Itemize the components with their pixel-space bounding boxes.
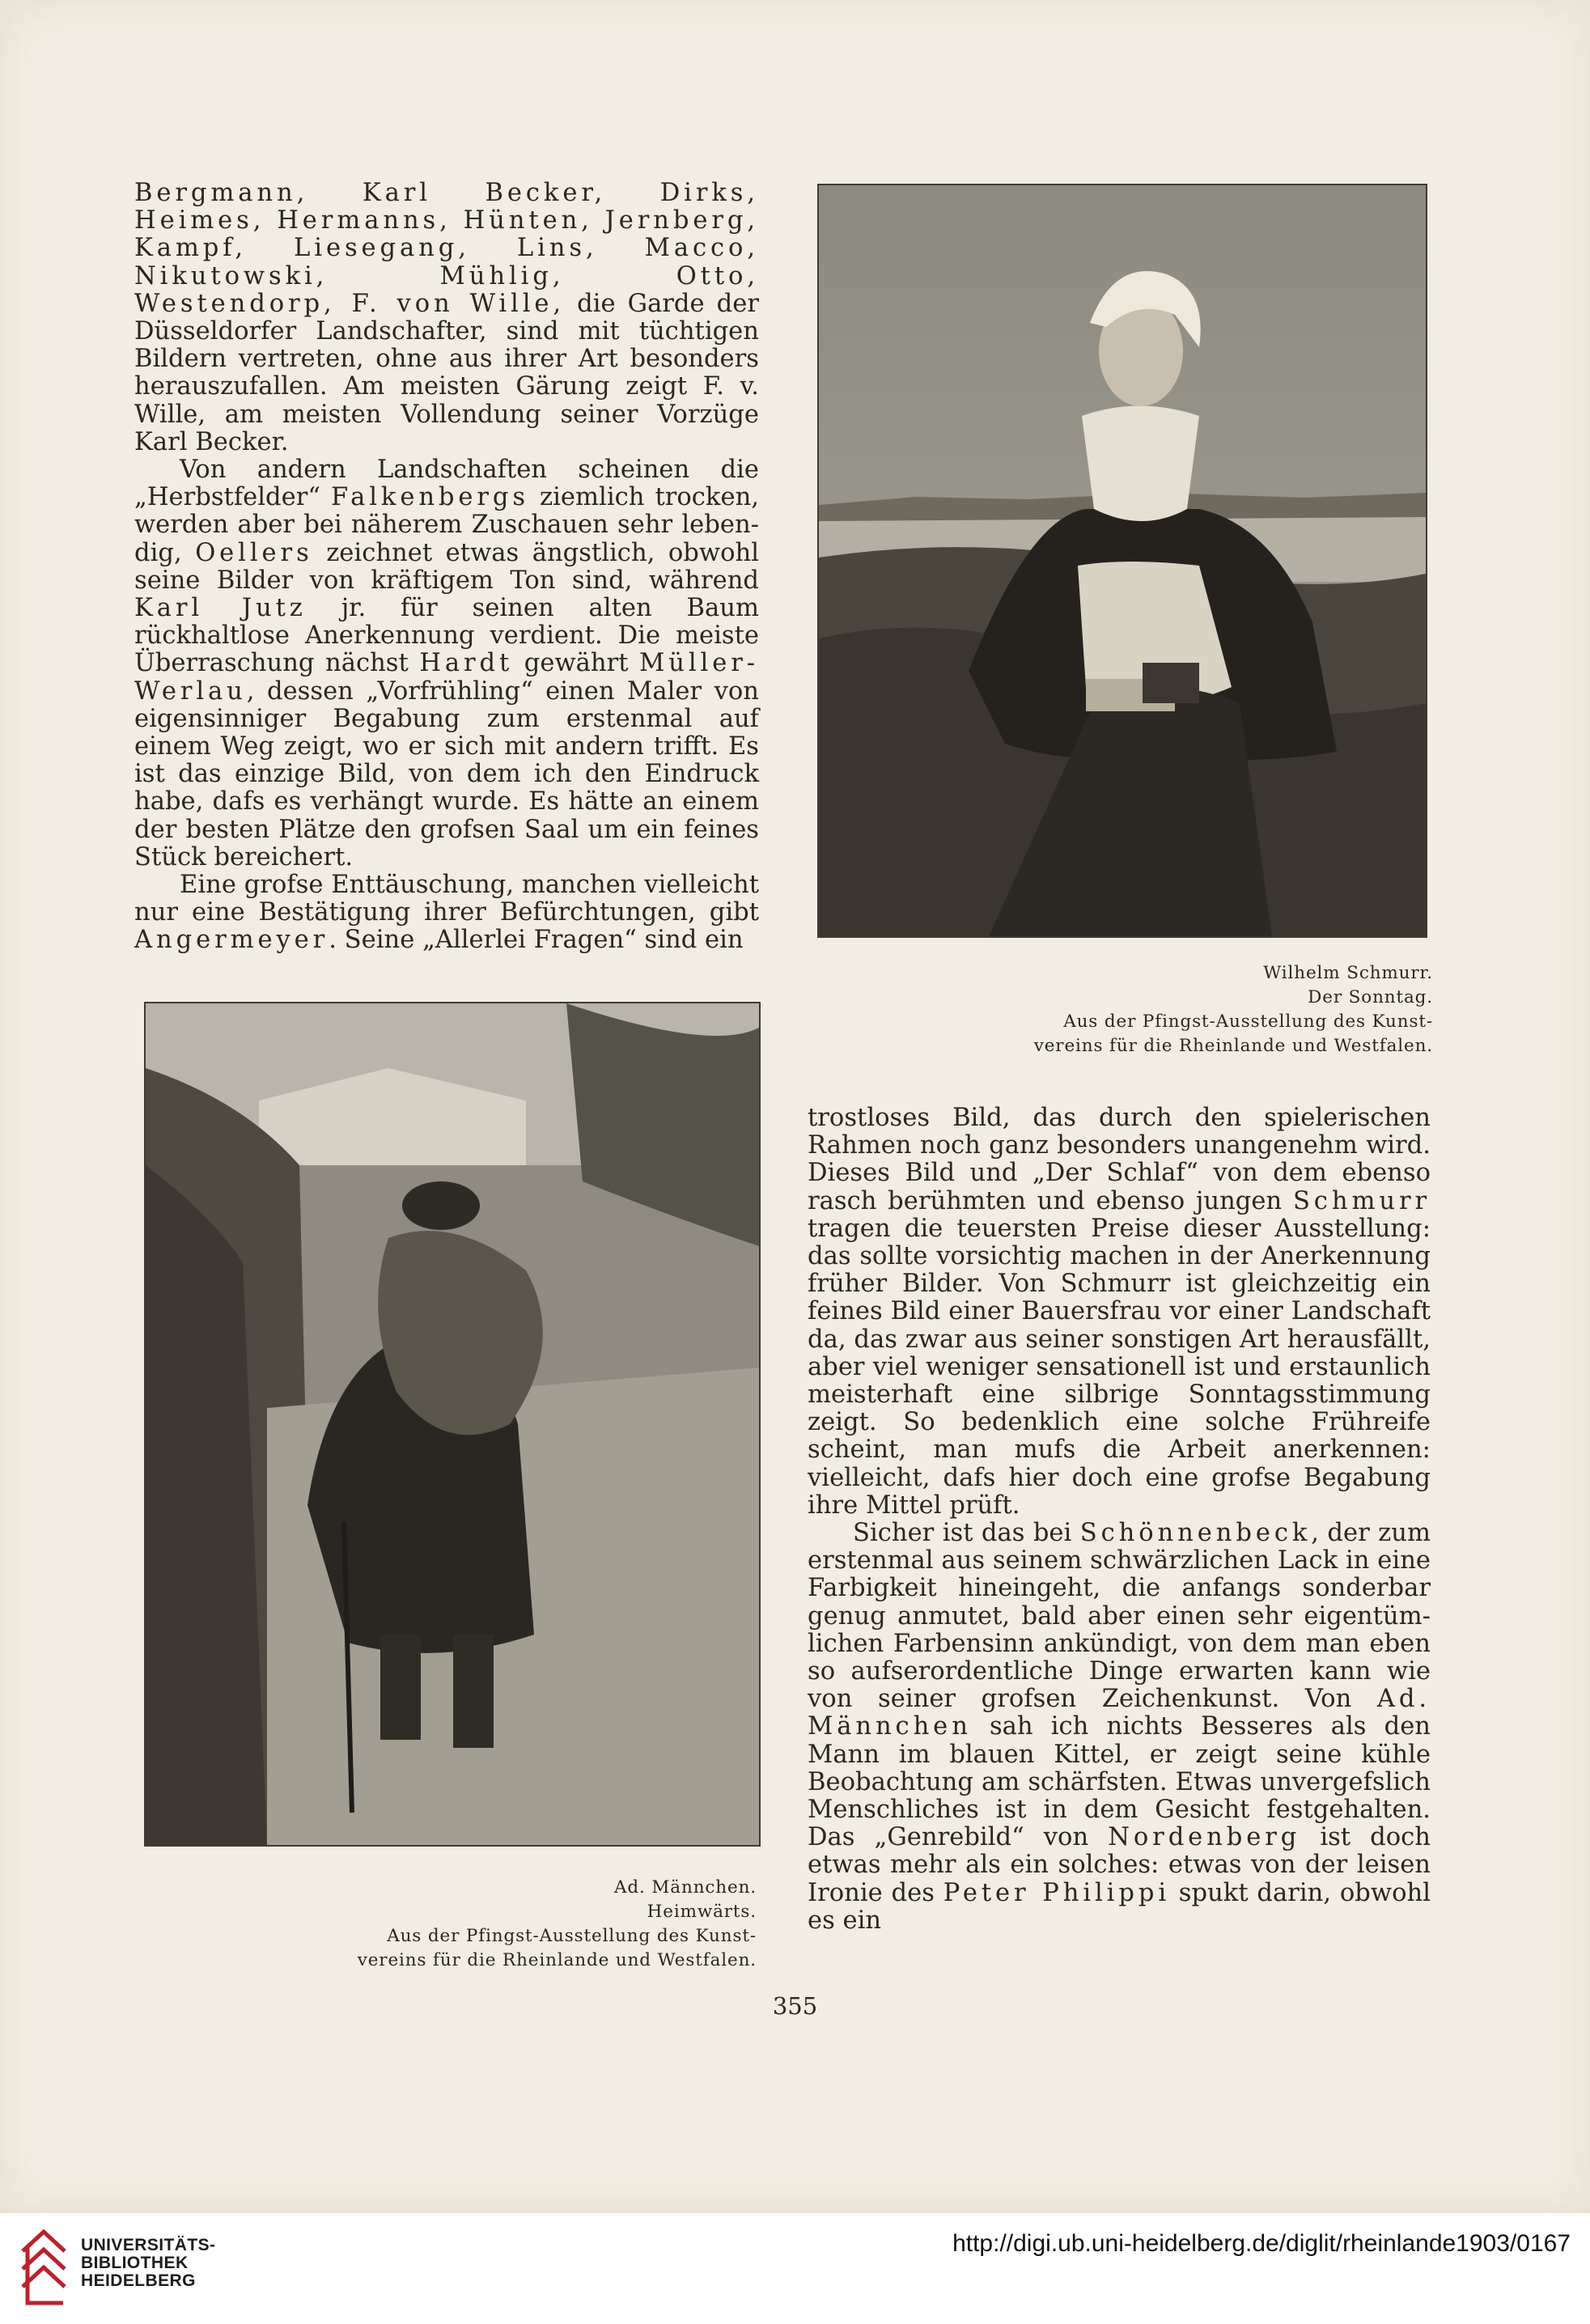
- spaced-name: Müller-Werlau: [134, 649, 759, 706]
- paragraph: [808, 1520, 1431, 1935]
- text-run: spukt darin, obwohl es ein: [808, 1878, 1431, 1935]
- text-run: gewährt: [513, 649, 640, 678]
- caption-source-line-1: Aus der Pfingst-Ausstellung des Kunst-: [1063, 1011, 1433, 1032]
- spaced-name: Falkenbergs: [331, 483, 530, 512]
- left-text-column: [134, 180, 759, 955]
- text-run: ist doch etwas mehr als ein solches: etwas von der leisen Ironie des: [808, 1823, 1431, 1907]
- spaced-name: Angermeyer: [134, 926, 329, 955]
- page-number: 355: [772, 1992, 818, 2020]
- spaced-name: Nordenberg: [1108, 1823, 1301, 1852]
- caption-source-line-2: vereins für die Rheinlande und Westfalen.: [1033, 1036, 1433, 1056]
- university-library-name[interactable]: [81, 2237, 215, 2290]
- spaced-name: Oellers: [195, 538, 313, 567]
- text-run: Sicher ist das bei: [853, 1519, 1080, 1548]
- text-run: tragen die teuersten Preise dieser Ausstellung: das sollte vorsichtig machen in der Anerkennung früher Bilder. Von Schmurr ist gleichzeitig ein feines Bild einer Bauersfrau vor einer Landschaft da, das zwar aus seiner sonstigen Art herausfällt, aber viel weniger sensationell ist und erstaunlich meisterhaft eine silbrige Sonntagsstimmung zeigt. So bedenklich eine solche Frühreife scheint, man mufs die Arbeit anerkennen: vielleicht, dafs hier doch eine grofse Begabung ihre Mittel prüft.: [808, 1214, 1431, 1520]
- caption-title: Der Sonntag.: [1308, 987, 1433, 1007]
- right-text-column: [808, 1105, 1431, 1935]
- figure-caption-right: [980, 961, 1433, 1058]
- figure-caption-left: [303, 1876, 757, 1973]
- spaced-name: Hardt: [419, 649, 514, 678]
- text-run: jr. für seinen alten Baum rückhaltlose Anerkennung verdient. Die meiste Überraschung nächst: [134, 594, 759, 678]
- paragraph: [808, 1105, 1431, 1520]
- paragraph: [134, 180, 759, 456]
- text-run: Von andern Landschaften scheinen die „Herbstfelder“: [134, 456, 759, 512]
- library-name-line-3: HEIDELBERG: [81, 2271, 196, 2290]
- painting-heimwaerts: [144, 1002, 761, 1847]
- spaced-name: Peter Philippi: [943, 1878, 1170, 1907]
- painting-der-sonntag-image: [819, 185, 1426, 936]
- caption-source-line-2: vereins für die Rheinlande und Westfalen.: [357, 1950, 757, 1970]
- caption-source-line-1: Aus der Pfingst-Ausstellung des Kunst-: [387, 1926, 757, 1946]
- paragraph: [134, 872, 759, 955]
- spaced-name: Schmurr: [1292, 1186, 1431, 1215]
- caption-title: Heimwärts.: [647, 1902, 757, 1922]
- text-run: , der zum erstenmal aus seinem schwärzlichen Lack in eine Farbigkeit hineingeht, die anfangs sonderbar genug anmutet, bald aber einen sehr eigentümlichen Farbensinn ankündigt, von dem man eben so aufserordentliche Dinge erwarten kann wie von seiner grofsen Zeichenkunst. Von: [808, 1519, 1431, 1714]
- library-name-line-1: UNIVERSITÄTS-: [81, 2236, 216, 2254]
- spaced-name: Schönnenbeck: [1079, 1519, 1312, 1548]
- spaced-name: Bergmann, Karl Becker, Dirks, Heimes, Hermanns, Hünten, Jernberg, Kampf, Liesegang, Lins, Macco, Nikutowski, Mühlig, Otto, Westendorp, F. von Wille,: [134, 179, 759, 318]
- text-run: trostloses Bild, das durch den spielerischen Rahmen noch ganz besonders unangenehm wird. Dieses Bild und „Der Schlaf“ von dem ebenso rasch berühmten und ebenso jungen: [808, 1104, 1431, 1215]
- caption-artist: Ad. Männchen.: [614, 1877, 757, 1898]
- text-run: , dessen „Vorfrühling“ einen Maler von eigensinniger Begabung zum erstenmal auf einem Weg zeigt, wo er sich mit andern trifft. Es ist das einzige Bild, von dem ich den Eindruck habe, dafs es verhängt wurde. Es hätte an einem der besten Plätze den grofsen Saal um ein feines Stück bereichert.: [134, 676, 759, 872]
- spaced-name: Ad. Männchen: [808, 1685, 1431, 1741]
- painting-heimwaerts-image: [146, 1003, 759, 1845]
- permalink-url[interactable]: http://digi.ub.uni-heidelberg.de/diglit/rheinlande1903/0167: [952, 2230, 1571, 2257]
- text-run: die Garde der Düsseldorfer Landschafter, sind mit tüchtigen Bildern vertreten, ohne aus ihrer Art besonders herauszufallen. Am meisten Gärung zeigt F. v. Wille, am meisten Vollendung seiner Vorzüge Karl Becker.: [134, 289, 759, 456]
- caption-artist: Wilhelm Schmurr.: [1263, 963, 1433, 983]
- text-run: Eine grofse Enttäuschung, manchen vielleicht nur eine Bestätigung ihrer Befürchtungen, gibt: [134, 871, 759, 927]
- painting-der-sonntag: [817, 184, 1427, 938]
- library-name-line-2: BIBLIOTHEK: [81, 2254, 189, 2272]
- text-run: sah ich nichts Besseres als den Mann im blauen Kittel, er zeigt seine kühle Beobachtung am schärfsten. Etwas unvergefslich Menschliches ist in dem Gesicht festgehalten. Das „Genrebild“ von: [808, 1712, 1431, 1852]
- university-library-logo-icon[interactable]: [16, 2219, 71, 2313]
- text-run: zeichnet etwas ängstlich, obwohl seine Bilder von kräftigem Ton sind, während: [134, 538, 759, 595]
- text-run: . Seine „Allerlei Fragen“ sind ein: [329, 926, 744, 955]
- paragraph: [134, 456, 759, 872]
- text-run: ziemlich trocken, werden aber bei näherem Zuschauen sehr lebendig,: [134, 483, 760, 567]
- spaced-name: Karl Jutz: [134, 594, 307, 623]
